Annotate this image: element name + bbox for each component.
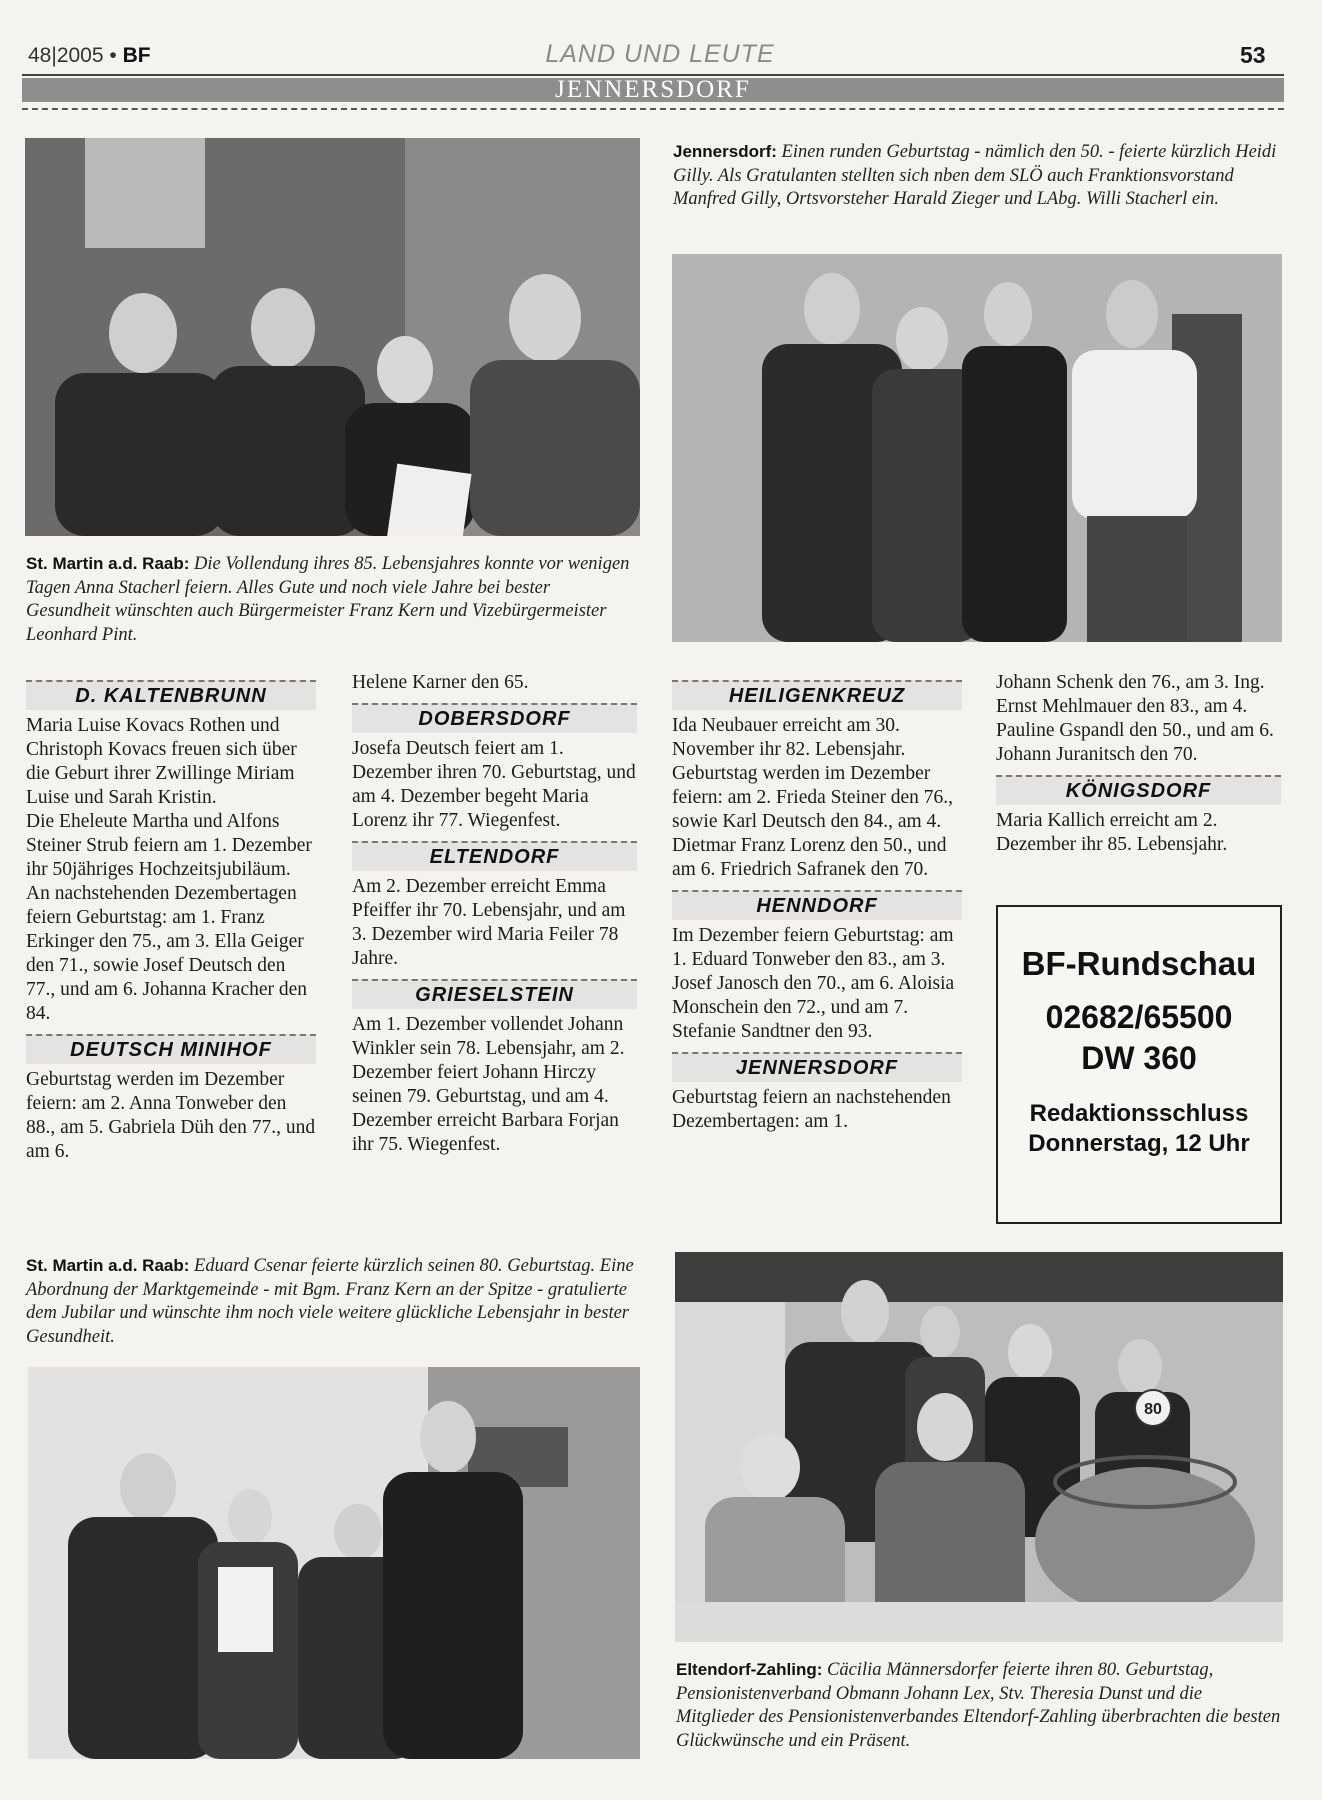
region-banner: JENNERSDORF <box>22 78 1284 102</box>
infobox-title: BF-Rundschau <box>1021 945 1257 982</box>
heading-heiligenkreuz: HEILIGENKREUZ <box>672 680 962 710</box>
header-dashed-rule <box>22 108 1284 110</box>
paragraph: Die Eheleute Martha und Alfons Steiner Strub feiern am 1. Dezember ihr 50jähriges Hochzeitsjubiläum. <box>26 811 312 880</box>
page-number: 53 <box>1240 42 1266 68</box>
caption-eltendorf-zahling: Eltendorf-Zahling: Cäcilia Männersdorfer feierte ihren 80. Geburtstag, Pensionistenverband Obmann Johann Lex, Stv. Theresia Dunst und die Mitglieder des Pensionistenverbandes Eltendorf-Zahling überbrachten die besten Glückwünsche und ein Präsent. <box>676 1660 1281 1751</box>
paragraph: Geburtstag werden im Dezember feiern: am 2. Anna Tonweber den 88., am 5. Gabriela Düh den 77., und am 6. <box>26 1069 316 1162</box>
heading-koenigsdorf: KÖNIGSDORF <box>996 775 1281 805</box>
column-4 <box>996 671 1281 857</box>
column-3 <box>672 680 962 1134</box>
section-title: LAND UND LEUTE <box>545 40 775 68</box>
photo-st-martin-stacherl <box>25 138 640 536</box>
column-1 <box>26 680 316 1164</box>
badge-80: 80 <box>1144 1401 1162 1418</box>
heading-henndorf: HENNDORF <box>672 890 962 920</box>
issue-number: 48|2005 • BF <box>28 44 151 67</box>
paragraph: Johann Schenk den 76., am 3. Ing. Ernst Mehlmauer den 83., am 4. Pauline Gspandl den 50., und am 6. Johann Juranitsch den 70. <box>996 672 1274 765</box>
heading-grieselstein: GRIESELSTEIN <box>352 979 637 1009</box>
paragraph: Am 2. Dezember erreicht Emma Pfeiffer ihr 70. Lebensjahr, und am 3. Dezember wird Maria Feiler 78 Jahre. <box>352 876 626 969</box>
heading-d-kaltenbrunn: D. KALTENBRUNN <box>26 680 316 710</box>
paragraph: Am 1. Dezember vollendet Johann Winkler sein 78. Lebensjahr, am 2. Dezember feiert Johann Hirczy seinen 79. Geburtstag, und am 4. Dezember erreicht Barbara Forjan ihr 75. Wiegenfest. <box>352 1014 625 1155</box>
column-2 <box>352 671 637 1157</box>
heading-jennersdorf: JENNERSDORF <box>672 1052 962 1082</box>
caption-jennersdorf: Jennersdorf: Einen runden Geburtstag - nämlich den 50. - feierte kürzlich Heidi Gilly. Als Gratulanten stellten sich nben dem SLÖ auch Franktionsvorstand Manfred Gilly, Ortsvorsteher Harald Zieger und LAbg. Willi Stacherl ein. <box>673 142 1277 209</box>
paragraph: Josefa Deutsch feiert am 1. Dezember ihren 70. Geburtstag, und am 4. Dezember begeht Maria Lorenz ihr 77. Wiegenfest. <box>352 738 636 831</box>
heading-dobersdorf: DOBERSDORF <box>352 703 637 733</box>
infobox-extension: DW 360 <box>1081 1040 1197 1076</box>
photo-eltendorf-zahling <box>675 1252 1283 1642</box>
paragraph: An nachstehenden Dezembertagen feiern Geburtstag: am 1. Franz Erkinger den 75., am 3. Ella Geiger den 71., sowie Josef Deutsch den 77., und am 6. Johanna Kracher den 84. <box>26 883 308 1024</box>
infobox-phone: 02682/65500 <box>1045 999 1233 1035</box>
infobox-deadline: Redaktionsschluss Donnerstag, 12 Uhr <box>1028 1100 1250 1157</box>
heading-eltendorf: ELTENDORF <box>352 841 637 871</box>
paragraph: Maria Kallich erreicht am 2. Dezember ihr 85. Lebensjahr. <box>996 810 1228 855</box>
bf-rundschau-infobox <box>996 905 1282 1224</box>
caption-st-martin-csenar: St. Martin a.d. Raab: Eduard Csenar feierte kürzlich seinen 80. Geburtstag. Eine Abordnung der Marktgemeinde - mit Bgm. Franz Kern an der Spitze - gratulierte dem Jubilar und wünschte ihm noch viele weitere glückliche Lebensjahr in bester Gesundheit. <box>26 1256 634 1347</box>
photo-st-martin-csenar <box>28 1367 640 1759</box>
photo-jennersdorf-gilly <box>672 254 1282 642</box>
paragraph: Im Dezember feiern Geburtstag: am 1. Eduard Tonweber den 83., am 3. Josef Janosch den 70., am 6. Aloisia Monschein den 72., und am 7. Stefanie Sandtner den 93. <box>672 925 955 1042</box>
paragraph: Ida Neubauer erreicht am 30. November ihr 82. Lebensjahr. Geburtstag werden im Dezember feiern: am 2. Frieda Steiner den 76., sowie Karl Deutsch den 84., am 4. Dietmar Franz Lorenz den 50., und am 6. Friedrich Safranek den 70. <box>672 715 954 880</box>
heading-deutsch-minihof: DEUTSCH MINIHOF <box>26 1034 316 1064</box>
caption-st-martin-stacherl: St. Martin a.d. Raab: Die Vollendung ihres 85. Lebensjahres konnte vor wenigen Tagen Anna Stacherl feiern. Alles Gute und noch viele Jahre bei bester Gesundheit wünschten auch Bürgermeister Franz Kern und Vizebürgermeister Leonhard Pint. <box>26 554 630 645</box>
paragraph: Helene Karner den 65. <box>352 672 529 693</box>
paragraph: Maria Luise Kovacs Rothen und Christoph Kovacs freuen sich über die Geburt ihrer Zwillinge Miriam Luise und Sarah Kristin. <box>26 715 297 808</box>
paragraph: Geburtstag feiern an nachstehenden Dezembertagen: am 1. <box>672 1087 951 1132</box>
